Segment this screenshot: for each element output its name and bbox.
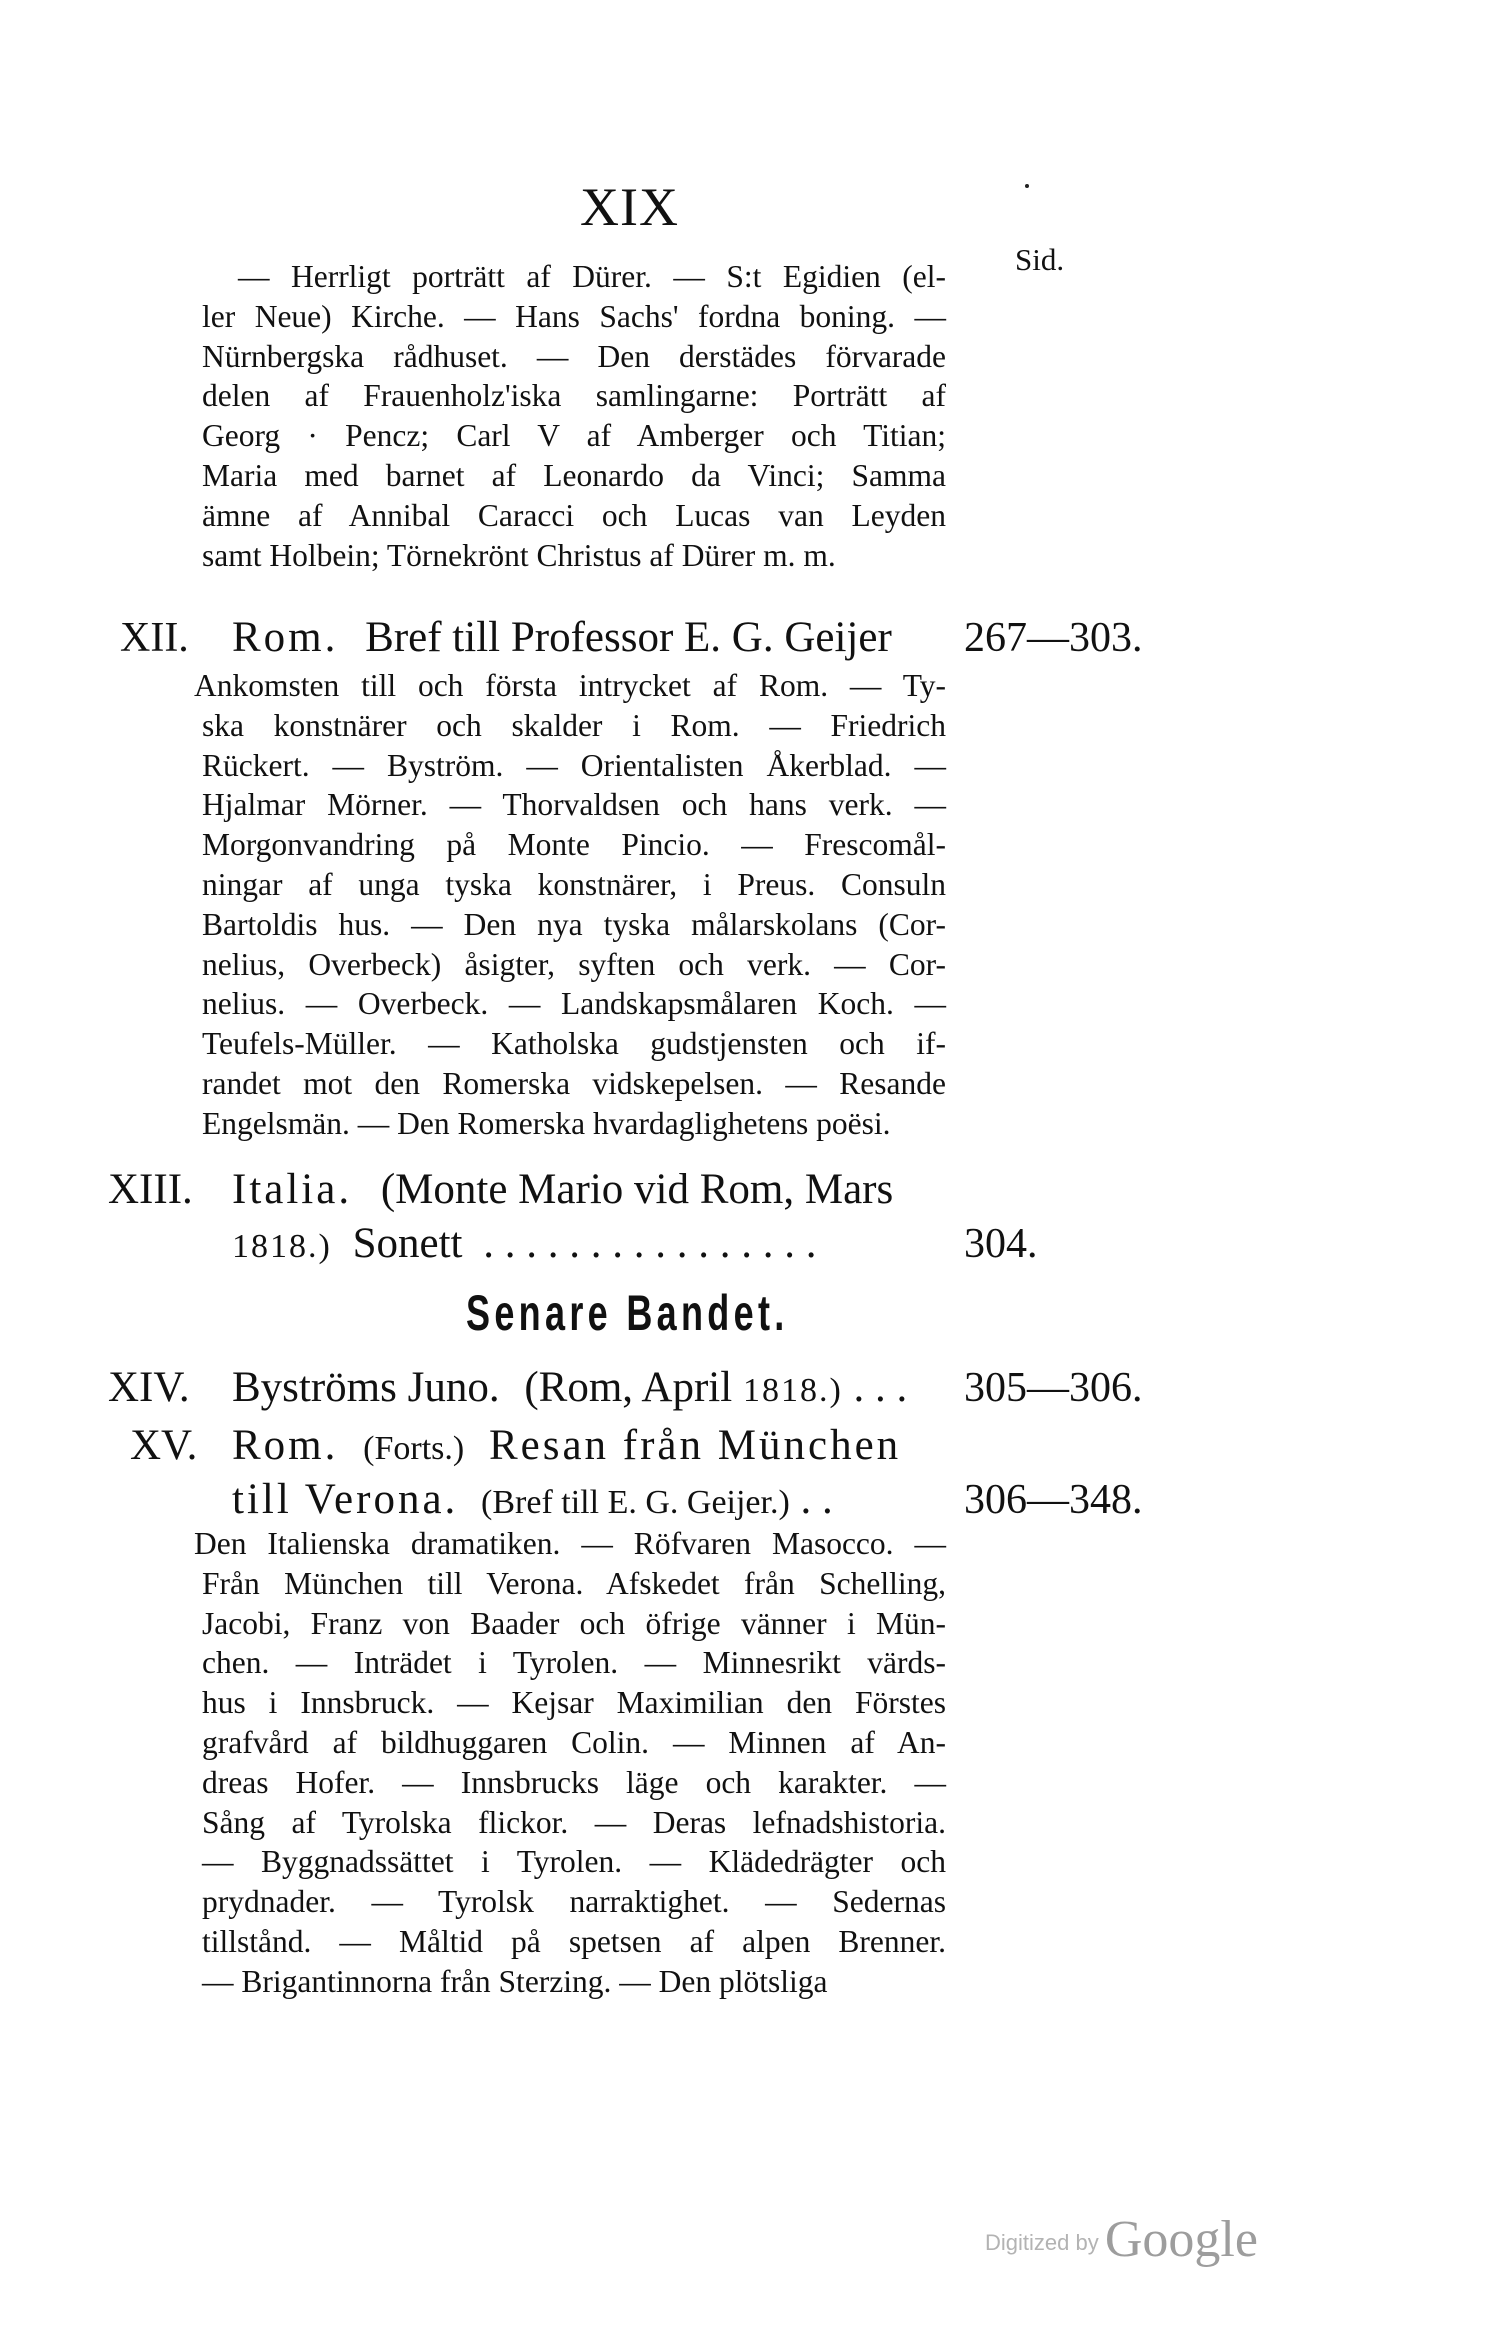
text-line: delen af Frauenholz'iska samlingarne: Porträtt af: [202, 378, 946, 414]
text-line: Jacobi, Franz von Baader och öfrige vänner i Mün-: [202, 1605, 946, 1641]
text-line: Bartoldis hus. — Den nya tyska målarskolans (Cor-: [202, 906, 946, 942]
entry-xiii-second-line: [232, 1218, 816, 1273]
text-line: chen. — Inträdet i Tyrolen. — Minnesrikt värds-: [202, 1645, 946, 1681]
entry-xiii-numeral: XIII.: [108, 1166, 193, 1213]
text-line: Georg · Pencz; Carl V af Amberger och Titian;: [202, 418, 946, 454]
text-line: Engelsmän. — Den Romerska hvardaglighetens poësi.: [202, 1105, 891, 1141]
entry-subtitle: Bref till Professor E. G. Geijer: [365, 614, 892, 661]
entry-form: Sonett: [352, 1220, 463, 1267]
entry-xv-pages: 306—348.: [964, 1477, 1143, 1523]
dot-leader: . . . . . . . . . . . . . . . .: [483, 1220, 817, 1267]
text-line: Morgonvandring på Monte Pincio. — Frescomål-: [202, 827, 946, 863]
entry-xv-description: [194, 1524, 946, 2002]
text-line: Den Italienska dramatiken. — Röfvaren Masocco. —: [194, 1526, 946, 1561]
text-line: Nürnbergska rådhuset. — Den derstädes förvarade: [202, 338, 946, 374]
text-line: ler Neue) Kirche. — Hans Sachs' fordna boning. —: [202, 298, 946, 334]
page-column-label: Sid.: [1015, 242, 1065, 277]
watermark-prefix: Digitized by: [985, 2230, 1099, 2255]
text-line: Sång af Tyrolska flickor. — Deras lefnadshistoria.: [202, 1804, 946, 1840]
entry-xv-second-line: [232, 1474, 833, 1529]
text-line: Maria med barnet af Leonardo da Vinci; Samma: [202, 457, 946, 493]
text-line: Ankomsten till och första intrycket af Rom. — Ty-: [194, 668, 946, 703]
dot-leader: . .: [800, 1476, 833, 1523]
text-line: — Brigantinnorna från Sterzing. — Den plötsliga: [202, 1963, 828, 1999]
google-logo: Google: [1104, 2211, 1258, 2268]
entry-numeral: XII.: [120, 615, 189, 661]
entry-xii-description: [194, 666, 946, 1144]
text-line: ningar af unga tyska konstnärer, i Preus. Consuln: [202, 866, 946, 902]
text-line: — Herrligt porträtt af Dürer. — S:t Egidien (el-: [238, 259, 946, 294]
entry-year: 1818.): [232, 1228, 332, 1265]
text-line: Hjalmar Mörner. — Thorvaldsen och hans verk. —: [202, 787, 946, 823]
entry-forts: (Forts.): [363, 1430, 465, 1467]
entry-subtitle: till Verona.: [232, 1476, 459, 1523]
entry-xiv-pages: 305—306.: [964, 1365, 1143, 1411]
digitized-watermark: [985, 2210, 1258, 2269]
text-line: randet mot den Romerska vidskepelsen. — Resande: [202, 1065, 946, 1101]
entry-xii-title: [232, 612, 892, 664]
text-line: nelius. — Overbeck. — Landskapsmålaren Koch. —: [202, 986, 946, 1022]
entry-xi-description: [202, 257, 946, 575]
entry-note: (Rom, April: [524, 1364, 733, 1411]
entry-xiv-numeral: XIV.: [108, 1364, 190, 1411]
entry-note: (Bref till E. G. Geijer.): [481, 1484, 790, 1521]
entry-xiv-title-line: [232, 1362, 907, 1417]
text-line: prydnader. — Tyrolsk narraktighet. — Sedernas: [202, 1884, 946, 1920]
entry-xii-heading: [120, 612, 189, 664]
text-line: dreas Hofer. — Innsbrucks läge och karakter. —: [202, 1764, 946, 1800]
entry-year: 1818.): [742, 1372, 843, 1409]
entry-title: Rom.: [232, 1422, 339, 1469]
text-line: Från München till Verona. Afskedet från Schelling,: [202, 1565, 946, 1601]
text-line: ska konstnärer och skalder i Rom. — Friedrich: [202, 707, 946, 743]
text-line: ämne af Annibal Caracci och Lucas van Leyden: [202, 497, 946, 533]
section-title: Senare Bandet.: [466, 1285, 789, 1341]
stray-dot-mark: [1025, 184, 1029, 188]
entry-title: Rom.: [232, 614, 339, 661]
dot-leader: . . .: [853, 1364, 908, 1411]
text-line: samt Holbein; Törnekrönt Christus af Dürer m. m.: [202, 537, 836, 573]
entry-xiii-title-line: [232, 1164, 893, 1216]
text-line: Teufels-Müller. — Katholska gudstjensten och if-: [202, 1026, 946, 1062]
text-line: hus i Innsbruck. — Kejsar Maximilian den Förstes: [202, 1685, 946, 1721]
entry-title: Italia.: [232, 1166, 353, 1213]
text-line: Rückert. — Byström. — Orientalisten Åkerblad. —: [202, 747, 946, 783]
page-number: XIX: [580, 177, 679, 237]
entry-xv-numeral: XV.: [130, 1422, 198, 1469]
text-line: — Byggnadssättet i Tyrolen. — Klädedrägter och: [202, 1844, 946, 1880]
entry-xv-title-line: [232, 1420, 901, 1475]
text-line: tillstånd. — Måltid på spetsen af alpen Brenner.: [202, 1923, 946, 1959]
entry-title: Byströms Juno.: [232, 1364, 500, 1411]
text-line: grafvård af bildhuggaren Colin. — Minnen af An-: [202, 1724, 946, 1760]
entry-xii-pages: 267—303.: [964, 615, 1143, 661]
entry-xiii-pages: 304.: [964, 1221, 1038, 1267]
entry-subtitle: Resan från München: [488, 1422, 902, 1469]
entry-subtitle: (Monte Mario vid Rom, Mars: [380, 1166, 894, 1213]
text-line: nelius, Overbeck) åsigter, syften och verk. — Cor-: [202, 946, 946, 982]
